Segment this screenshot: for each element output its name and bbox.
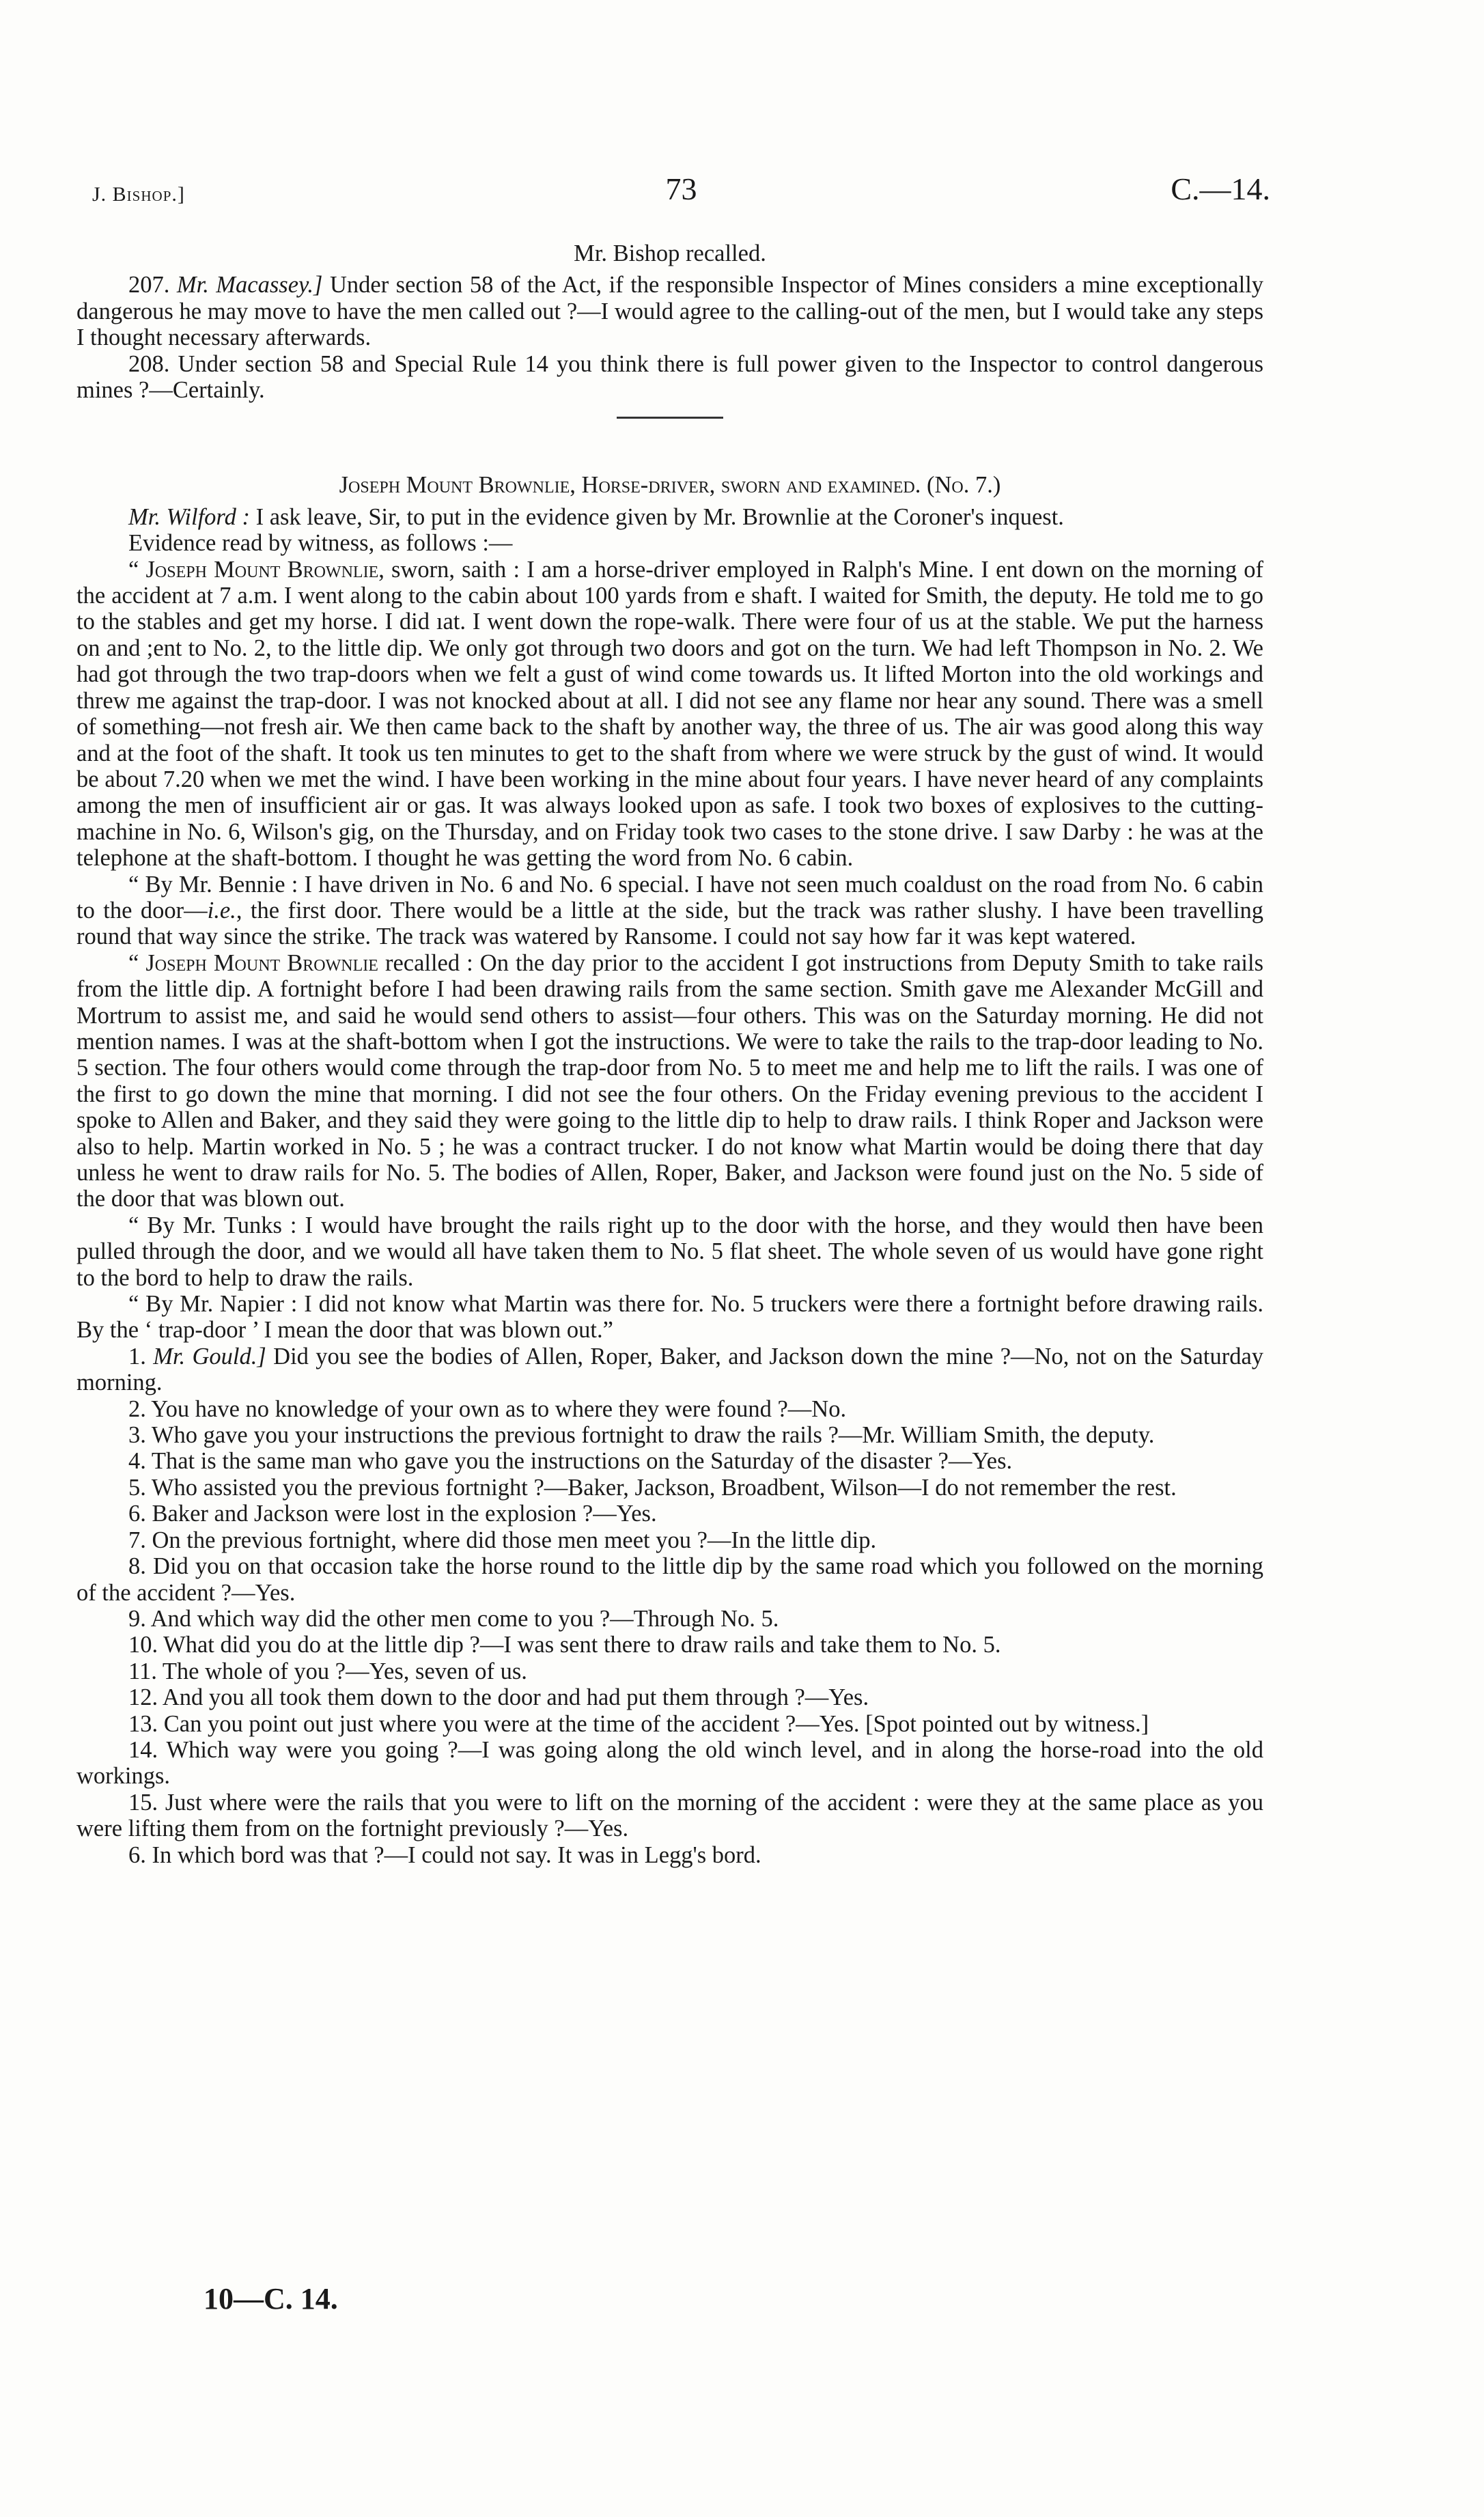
bennie-ie: i.e. — [207, 897, 236, 923]
section-divider — [617, 417, 723, 419]
statement-1-name: “ Joseph Mount Brownlie — [128, 556, 379, 583]
question-item: 10. What did you do at the little dip ?—I was sent there to draw rails and take them to No. 5. — [128, 1632, 1001, 1658]
question-item: 6. In which bord was that ?—I could not say. It was in Legg's bord. — [128, 1841, 761, 1868]
question-208: 208. Under section 58 and Special Rule 14 you think there is full power given to the Inspector to control dangerous mines ?—Certainly. — [76, 350, 1263, 404]
document-body — [76, 240, 1263, 1868]
question-item: 13. Can you point out just where you were at the time of the accident ?—Yes. [Spot pointed out by witness.] — [128, 1710, 1149, 1737]
statement-1-text: , sworn, saith : I am a horse-driver employed in Ralph's Mine. I ent down on the morning of the accident at 7 a.m. I went along to the cabin about 100 yards from e shaft. I waited for Smith, the deputy. He told me to go to the stables and get my horse. I did ıat. I went down the rope-walk. There were four of us at the stable. We put the harness on and ;ent to No. 2, to the little dip. We only got through two doors and got on the turn. We had left Thompson in No. 2. We had got through the two trap-doors when we felt a gust of wind come towards us. It lifted Morton into the old workings and threw me against the trap-door. I was not knocked about at all. I did not see any flame nor hear any sound. There was a smell of something—not fresh air. We then came back to the shaft by another way, the three of us. The air was good along this way and at the foot of the shaft. It took us ten minutes to get to the shaft from where we were struck by the gust of wind. It would be about 7.20 when we met the wind. I have been working in the mine about four years. I have never heard of any complaints among the men of insufficient air or gas. It was always looked upon as safe. I took two boxes of explosives to the cutting-machine in No. 6, Wilson's gig, on the Thursday, and on Friday took two cases to the stone drive. I saw Darby : he was at the telephone at the shaft-bottom. I thought he was getting the word from No. 6 cabin. — [76, 556, 1263, 872]
section-heading-brownlie: Joseph Mount Brownlie, Horse-driver, sworn and examined. (No. 7.) — [339, 472, 1001, 499]
question-item: 5. Who assisted you the previous fortnight ?—Baker, Jackson, Broadbent, Wilson—I do not remember the rest. — [128, 1474, 1177, 1501]
bennie-text-a: “ By Mr. Bennie : I have driven in No. 6 and No. 6 special. I have not seen much coaldust on the road from No. 6 cabin to the door— — [76, 871, 1263, 923]
question-207-number: 207. — [128, 272, 170, 298]
statement-2-name: “ Joseph Mount Brownlie — [128, 949, 378, 976]
question-1-text: Did you see the bodies of Allen, Roper, Baker, and Jackson down the mine ?—No, not on the Saturday morning. — [76, 1343, 1264, 1396]
question-item: 11. The whole of you ?—Yes, seven of us. — [128, 1658, 527, 1684]
question-207-text: Under section 58 of the Act, if the responsible Inspector of Mines considers a mine exceptionally dangerous he may move to have the men called out ?—I would agree to the calling-out of the men, but I would take any steps I thought necessary afterwards. — [76, 272, 1264, 351]
question-item: 14. Which way were you going ?—I was going along the old winch level, and in along the horse-road into the old workings. — [76, 1736, 1263, 1790]
question-1 — [76, 1344, 1263, 1396]
question-207-speaker: Mr. Macassey.] — [176, 272, 323, 298]
footer-signature: 10—C. 14. — [204, 2282, 338, 2316]
statement-1 — [76, 557, 1263, 872]
document-id: C.—14. — [1171, 171, 1270, 206]
question-item: 12. And you all took them down to the door and had put them through ?—Yes. — [128, 1684, 869, 1711]
question-item: 9. And which way did the other men come to you ?—Through No. 5. — [128, 1605, 779, 1632]
question-item: 2. You have no knowledge of your own as to where they were found ?—No. — [128, 1395, 847, 1422]
bennie-paragraph — [76, 872, 1263, 950]
tunks-paragraph: “ By Mr. Tunks : I would have brought the rails right up to the door with the horse, and they would then have been pulled through the door, and we would all have taken them to No. 5 flat sheet. The whole seven of us would have gone right to the bord to help to draw the rails. — [76, 1212, 1263, 1291]
question-1-speaker: Mr. Gould.] — [153, 1343, 266, 1369]
question-item: 7. On the previous fortnight, where did those men meet you ?—In the little dip. — [128, 1527, 877, 1553]
question-item: 6. Baker and Jackson were lost in the explosion ?—Yes. — [128, 1501, 657, 1527]
question-item: 4. That is the same man who gave you the instructions on the Saturday of the disaster ?—Yes. — [128, 1448, 1013, 1475]
napier-paragraph: “ By Mr. Napier : I did not know what Martin was there for. No. 5 truckers were there a fortnight before drawing rails. By the ‘ trap-door ’ I mean the door that was blown out.” — [76, 1291, 1263, 1344]
intro-text: I ask leave, Sir, to put in the evidence given by Mr. Brownlie at the Coroner's inquest. — [255, 503, 1064, 530]
question-item: 3. Who gave you your instructions the previous fortnight to draw the rails ?—Mr. William Smith, the deputy. — [128, 1422, 1155, 1449]
intro-speaker: Mr. Wilford : — [128, 503, 250, 530]
section-heading-bishop: Mr. Bishop recalled. — [574, 240, 766, 266]
intro-paragraph — [76, 504, 1263, 530]
question-item: 8. Did you on that occasion take the horse round to the little dip by the same road which you followed on the morning of the accident ?—Yes. — [76, 1553, 1263, 1606]
evidence-read-line: Evidence read by witness, as follows :— — [128, 530, 513, 557]
bennie-text-b: , the first door. There would be a little at the side, but the track was rather slushy. I have been travelling round that way since the strike. The track was watered by Ransome. I could not say how far it was kept watered. — [76, 897, 1263, 950]
question-1-number: 1. — [128, 1343, 146, 1369]
header-witness-name: J. Bishop.] — [92, 183, 185, 206]
statement-2 — [76, 950, 1263, 1212]
question-207 — [76, 272, 1263, 350]
page-number: 73 — [665, 171, 697, 206]
page-header — [92, 171, 1270, 219]
question-item: 15. Just where were the rails that you were to lift on the morning of the accident : were they at the same place as you were lifting them from on the fortnight previously ?—Yes. — [76, 1789, 1263, 1842]
statement-2-text: recalled : On the day prior to the accident I got instructions from Deputy Smith to take rails from the little dip. A fortnight before I had been drawing rails from the same section. Smith gave me Alexander McGill and Mortrum to assist me, and said he would send others to assist—four others. This was on the Saturday morning. He did not mention names. I was at the shaft-bottom when I got the instructions. We were to take the rails to the trap-door leading to No. 5 section. The four others would come through the trap-door from No. 5 to meet me and help me to lift the rails. I was one of the first to go down the mine that morning. I did not see the four others. On the Friday evening previous to the accident I spoke to Allen and Baker, and they said they were going to the little dip to help to draw rails. I think Roper and Jackson were also to help. Martin worked in No. 5 ; he was a contract trucker. I do not know what Martin would be doing there that day unless he went to draw rails for No. 5. The bodies of Allen, Roper, Baker, and Jackson were found just on the No. 5 side of the door that was blown out. — [76, 949, 1263, 1212]
